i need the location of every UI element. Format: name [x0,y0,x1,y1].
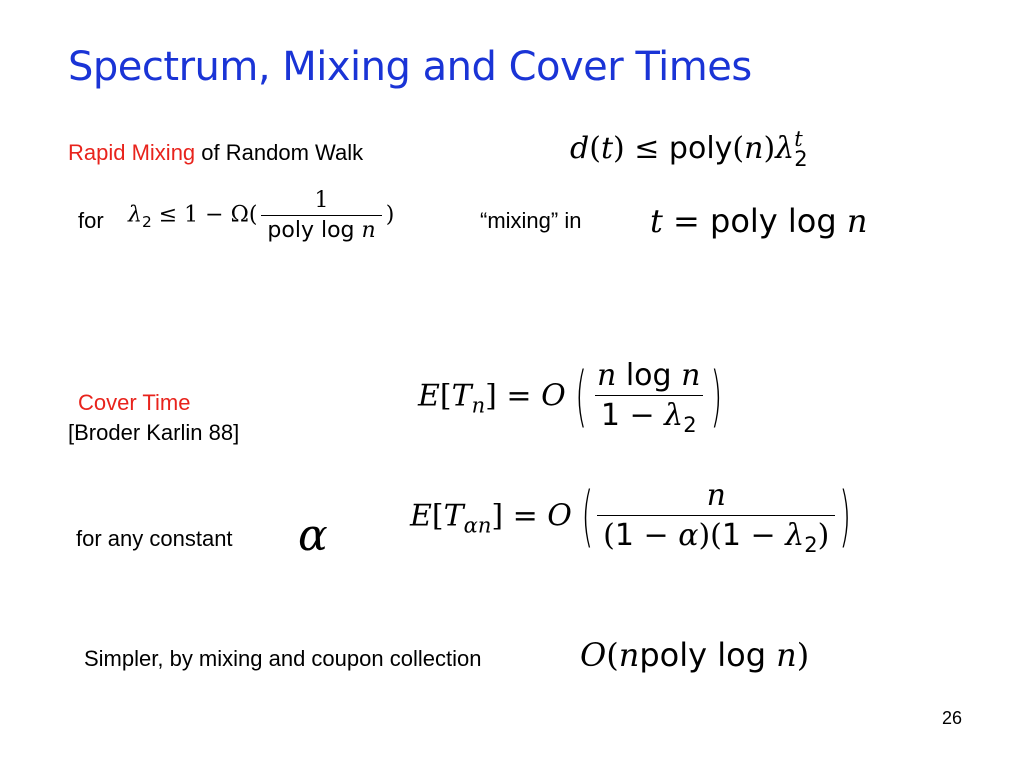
simple-bound-formula: O(npoly log n) [580,636,810,674]
citation-text: [Broder Karlin 88] [68,420,240,445]
mixing-bound-formula: d(t) ≤ poly(n)λ t 2 [570,127,808,171]
alpha-symbol: α [298,510,328,561]
rapid-mixing-label: Rapid Mixing [68,140,196,165]
mixing-time-formula: t = poly log n [650,202,868,240]
of-random-walk-text: of Random Walk [195,140,364,165]
eigenvalue-condition-formula: $\lambda_2 \le 1 - \Omega$( $\frac{1}{\text{poly log n}}$ ) [128,188,395,243]
cover-time-formula: $E[T_n] = O$ ( $\frac{\text{n log n}}{1 - \lambda_2}$ ) [418,358,723,437]
mixing-in-text: “mixing” in [480,208,582,233]
slide-title: Spectrum, Mixing and Cover Times [68,44,752,90]
for-label: for [78,208,104,233]
alpha-cover-time-formula: $E[T_{\alpha n}] = O$ ( $\frac{n}{(1 - \alpha)(1 - \lambda_2)}$ ) [410,478,852,557]
rapid-mixing-line [68,140,363,166]
cover-time-label: Cover Time [78,390,191,415]
for-any-constant-text: for any constant [76,526,233,551]
simpler-text: Simpler, by mixing and coupon collection [84,646,482,671]
page-number: 26 [941,708,962,728]
